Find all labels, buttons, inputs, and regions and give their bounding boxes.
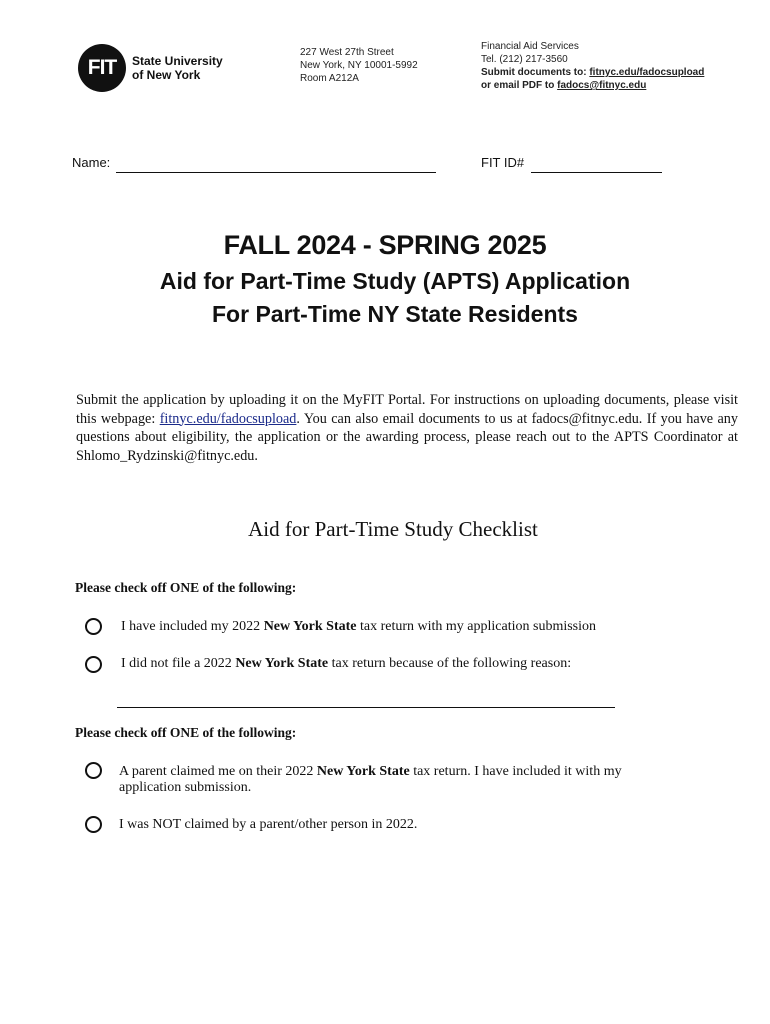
intro-paragraph — [76, 391, 738, 465]
program-title: Aid for Part-Time Study (APTS) Application — [159, 268, 631, 294]
parent-claimed-label — [119, 764, 679, 796]
office-name: Financial Aid Services — [481, 41, 579, 52]
address-line-2: New York, NY 10001-5992 — [300, 60, 418, 71]
logo-line-1: State University — [132, 54, 223, 68]
reason-field[interactable] — [117, 707, 615, 708]
fit-id-field[interactable] — [531, 172, 662, 173]
opt-bold: New York State — [316, 764, 410, 779]
opt-bold: New York State — [235, 656, 329, 671]
email-line — [481, 79, 704, 92]
group1-prompt: Please check off ONE of the following: — [75, 580, 297, 595]
did-not-file-label — [121, 656, 571, 672]
tax-return-included-radio[interactable] — [85, 618, 102, 635]
opt-text: tax return because of the following reason: — [328, 656, 572, 671]
submit-line — [481, 66, 704, 79]
mailing-address — [300, 46, 418, 85]
opt-bold: New York State — [263, 619, 357, 634]
parent-claimed-line-1 — [119, 764, 679, 780]
logo-wordmark — [132, 54, 223, 82]
logo-line-2: of New York — [132, 68, 201, 82]
did-not-file-radio[interactable] — [85, 656, 102, 673]
submit-label: Submit documents to: — [481, 67, 590, 78]
name-label: Name: — [72, 155, 111, 170]
parent-claimed-line-2: application submission. — [119, 780, 252, 795]
checklist-title: Aid for Part-Time Study Checklist — [248, 517, 538, 541]
email-link[interactable]: fadocs@fitnyc.edu — [557, 80, 647, 91]
address-line-3: Room A212A — [300, 73, 359, 84]
opt-text: I have included my 2022 — [121, 619, 264, 634]
audience-title: For Part-Time NY State Residents — [212, 301, 578, 327]
group2-prompt: Please check off ONE of the following: — [75, 725, 297, 740]
parent-claimed-radio[interactable] — [85, 762, 102, 779]
fit-id-label: FIT ID# — [481, 155, 525, 170]
intro-upload-link[interactable]: fitnyc.edu/fadocsupload — [159, 410, 297, 427]
not-claimed-label: I was NOT claimed by a parent/other person in 2022. — [119, 817, 418, 832]
financial-aid-contact — [481, 40, 704, 92]
opt-text: tax return. I have included it with my — [409, 764, 622, 779]
term-title: FALL 2024 - SPRING 2025 — [223, 230, 547, 260]
upload-link[interactable]: fitnyc.edu/fadocsupload — [589, 67, 705, 78]
fit-logo: FIT — [78, 44, 126, 92]
intro-text-1: Submit the application by uploading it on the MyFIT Portal. For instructions on uploading documents, please visit this webpage: — [76, 392, 738, 427]
opt-text: tax return with my application submission — [356, 619, 597, 634]
opt-text: A parent claimed me on their 2022 — [119, 764, 317, 779]
name-field[interactable] — [116, 172, 436, 173]
tax-return-included-label — [121, 619, 596, 635]
intro-text-2: . You can also email documents to us at fadocs@fitnyc.edu. If you have any questions about eligibility, the application or the awarding process, please reach out to the APTS Coordinator at Shlomo_Rydzinski@fitnyc.edu. — [76, 410, 738, 464]
opt-text: I did not file a 2022 — [121, 656, 236, 671]
not-claimed-radio[interactable] — [85, 816, 102, 833]
address-line-1: 227 West 27th Street — [300, 47, 394, 58]
office-phone: Tel. (212) 217-3560 — [481, 54, 568, 65]
email-label: or email PDF to — [481, 80, 558, 91]
